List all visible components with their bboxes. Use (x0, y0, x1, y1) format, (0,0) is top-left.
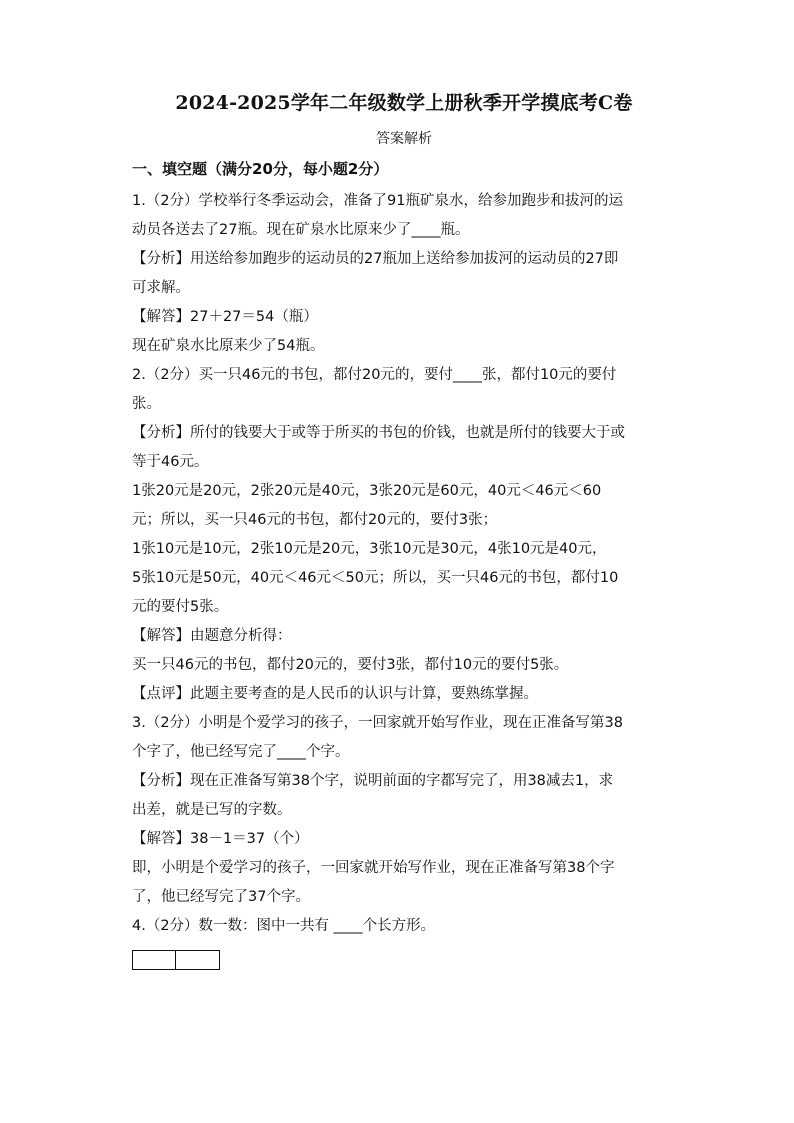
text-line: 【分析】现在正准备写第38个字，说明前面的字都写完了，用38减去1，求 (132, 773, 614, 789)
text-line: 现在矿泉水比原来少了54瓶。 (132, 338, 325, 354)
text-line: 【解答】38－1＝37（个） (132, 831, 309, 847)
text-line: 买一只46元的书包，都付20元的，要付3张，都付10元的要付5张。 (132, 657, 569, 673)
page-title: 2024-2025学年二年级数学上册秋季开学摸底考C卷 (175, 92, 633, 114)
text-line: 动员各送去了27瓶。现在矿泉水比原来少了____瓶。 (132, 222, 470, 238)
rectangle-figure (132, 950, 676, 970)
text-line: 【解答】由题意分析得： (132, 628, 292, 644)
text-line: 1张20元是20元，2张20元是40元，3张20元是60元，40元＜46元＜60 (132, 483, 602, 499)
text-line: 【分析】所付的钱要大于或等于所买的书包的价钱，也就是所付的钱要大于或 (132, 425, 625, 441)
text-line: 元；所以，买一只46元的书包，都付20元的，要付3张； (132, 512, 498, 528)
text-line: 张。 (132, 396, 161, 412)
text-line: 可求解。 (132, 280, 190, 296)
text-line: 即，小明是个爱学习的孩子，一回家就开始写作业，现在正准备写第38个字 (132, 860, 615, 876)
answer-text-body (132, 187, 676, 941)
text-line: 1.（2分）学校举行冬季运动会，准备了91瓶矿泉水，给参加跑步和拔河的运 (132, 193, 624, 209)
rectangle-cell-right (176, 950, 220, 970)
rectangle-cell-left (132, 950, 176, 970)
text-line: 3.（2分）小明是个爱学习的孩子，一回家就开始写作业，现在正准备写第38 (132, 715, 624, 731)
text-line: 1张10元是10元，2张10元是20元，3张10元是30元，4张10元是40元， (132, 541, 607, 557)
text-line: 4.（2分）数一数：图中一共有 ____个长方形。 (132, 918, 436, 934)
section-heading: 一、填空题（满分20分，每小题2分） (132, 160, 389, 178)
text-line: 等于46元。 (132, 454, 209, 470)
text-line: 【点评】此题主要考查的是人民币的认识与计算，要熟练掌握。 (132, 686, 538, 702)
page-subtitle: 答案解析 (376, 131, 432, 147)
text-line: 出差，就是已写的字数。 (132, 802, 292, 818)
text-line: 个字了，他已经写完了____个字。 (132, 744, 350, 760)
text-line: 2.（2分）买一只46元的书包，都付20元的，要付____张，都付10元的要付 (132, 367, 617, 383)
text-line: 【解答】27＋27＝54（瓶） (132, 309, 318, 325)
text-line: 5张10元是50元，40元＜46元＜50元；所以，买一只46元的书包，都付10 (132, 570, 619, 586)
text-line: 了，他已经写完了37个字。 (132, 889, 310, 905)
text-line: 元的要付5张。 (132, 599, 229, 615)
text-line: 【分析】用送给参加跑步的运动员的27瓶加上送给参加拔河的运动员的27即 (132, 251, 619, 267)
